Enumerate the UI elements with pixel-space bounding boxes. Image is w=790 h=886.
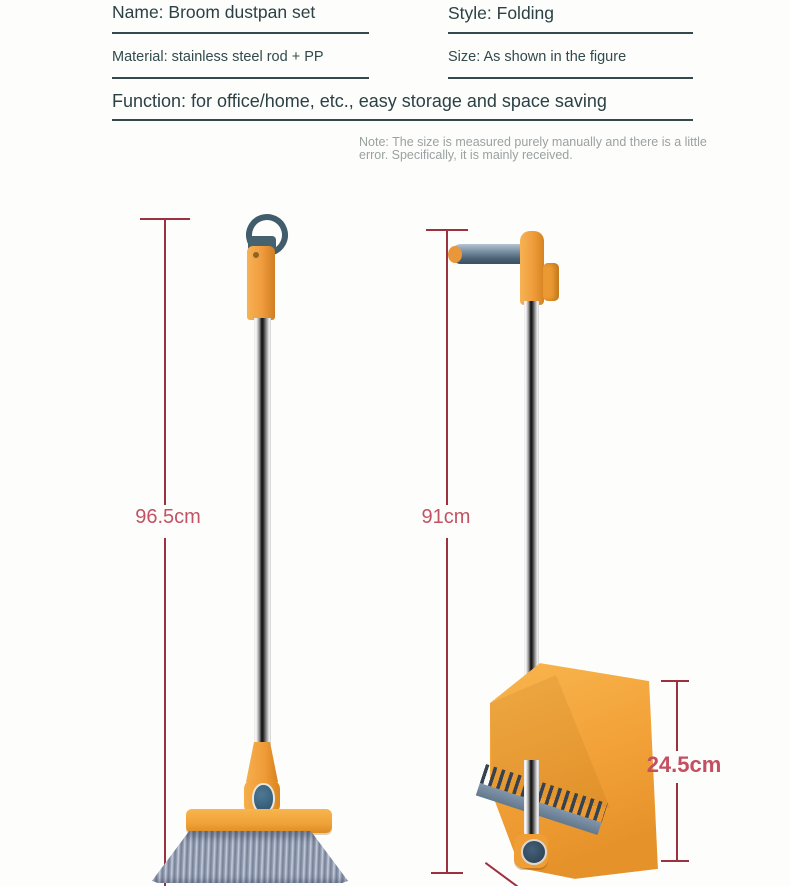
- divider: [448, 32, 693, 34]
- dimension-line-diagonal: [485, 862, 518, 886]
- dustpan-hinge-wheel: [521, 839, 547, 865]
- broom-steel-rod: [254, 318, 271, 745]
- broom-neck-connector: [246, 742, 278, 782]
- broom-height-label: 96.5cm: [135, 506, 201, 528]
- dimension-tick-bottom: [431, 872, 463, 874]
- dimension-line: [164, 538, 166, 886]
- note-line-2: error. Specifically, it is mainly received.: [359, 148, 573, 162]
- divider: [112, 32, 369, 34]
- spec-style: Style: Folding: [448, 3, 555, 23]
- spec-material: Material: stainless steel rod + PP: [112, 49, 324, 65]
- dimension-line: [164, 219, 166, 505]
- divider: [112, 119, 693, 121]
- dimension-line: [446, 538, 448, 872]
- dustpan-steel-rod-lower: [524, 760, 539, 844]
- dimension-line: [446, 230, 448, 505]
- spec-name: Name: Broom dustpan set: [112, 2, 316, 22]
- dustpan-handle-grip: [451, 244, 530, 264]
- dustpan-height-label: 24.5cm: [646, 752, 722, 777]
- dustpan-grip-cap: [448, 246, 462, 263]
- note-line-1: Note: The size is measured purely manually and there is a little: [359, 135, 707, 149]
- set-height-label: 91cm: [421, 506, 471, 528]
- dustpan-broom-clip: [543, 263, 559, 301]
- dimension-tick-bottom: [661, 860, 689, 862]
- dustpan-handle-post: [520, 231, 544, 305]
- spec-function: Function: for office/home, etc., easy storage and space saving: [112, 91, 607, 111]
- divider: [112, 77, 369, 79]
- broom-head: [186, 809, 332, 833]
- broom-grip: [247, 246, 275, 320]
- spec-size: Size: As shown in the figure: [448, 49, 627, 65]
- broom-grip-hole: [253, 252, 259, 258]
- dimension-tick-top: [661, 680, 689, 682]
- divider: [448, 77, 693, 79]
- dimension-line: [676, 681, 678, 751]
- dimension-line: [676, 783, 678, 861]
- broom-bristles: [152, 831, 348, 883]
